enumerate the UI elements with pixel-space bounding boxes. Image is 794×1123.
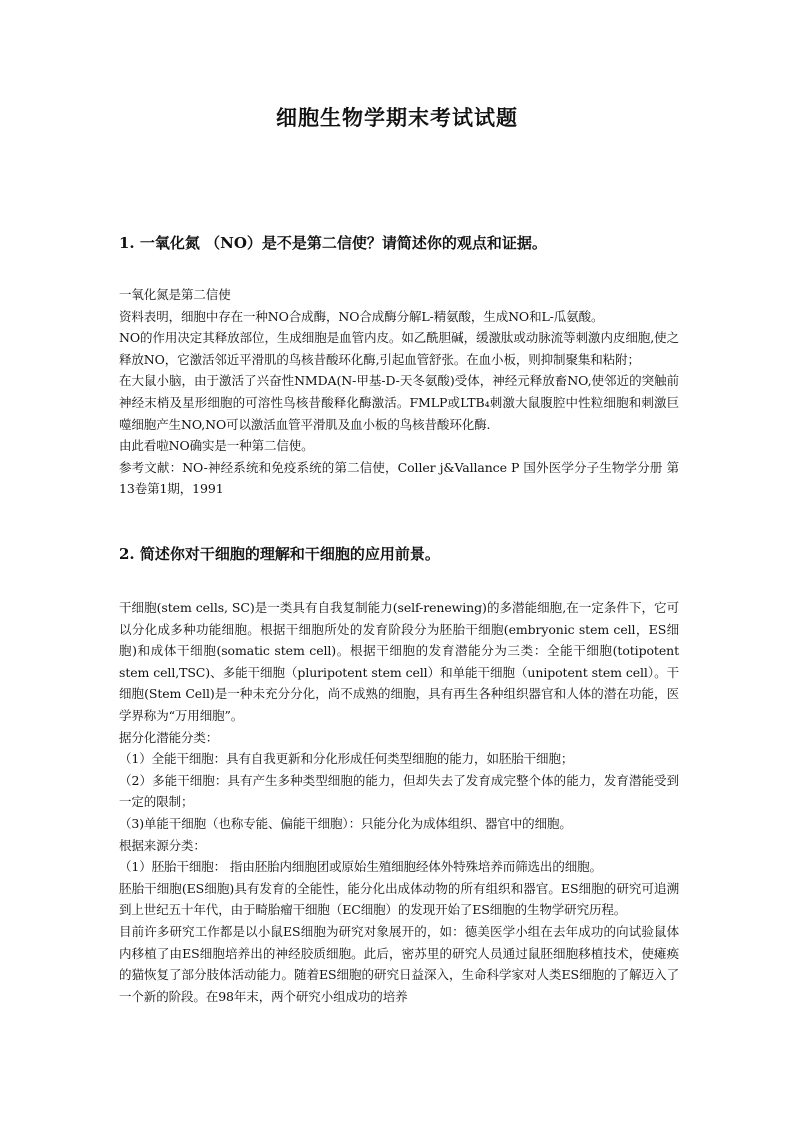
answer-paragraph: 在大鼠小脑，由于激活了兴奋性NMDA(N-甲基-D-天冬氨酸)受体，神经元释放畜NO,使邻近的突触前神经末梢及星形细胞的可溶性鸟核昔酸释化酶激活。FMLP或LTB₄刺激大鼠腹腔中性粒细胞和刺激巨噬细胞产生NO,NO可以激活血管平滑肌及血小板的鸟核昔酸环化酶.: [119, 373, 679, 432]
answer-paragraph: （1）胚胎干细胞： 指由胚胎内细胞团或原始生殖细胞经体外特殊培养而筛选出的细胞。: [119, 859, 602, 875]
reference-paragraph: 参考文献：NO-神经系统和免疫系统的第二信使，Coller j&Vallance P 国外医学分子生物学分册 第13卷第1期，1991: [119, 459, 679, 497]
answer-paragraph: 干细胞(stem cells, SC)是一类具有自我复制能力(self-renewing)的多潜能细胞,在一定条件下，它可以分化成多种功能细胞。根据干细胞所处的发育阶段分为胚胎干细胞(embryonic stem cell，ES细胞)和成体干细胞(somatic stem cell)。根据干细胞的发育潜能分为三类：全能干细胞(totipotent stem cell,TSC)、多能干细胞（pluripotent stem cell）和单能干细胞（unipotent stem cell）。干细胞(Stem Cell)是一种未充分分化，尚不成熟的细胞，具有再生各种组织器官和人体的潜在功能，医学界称为“万用细胞”。: [119, 600, 679, 723]
answer-paragraph: 资料表明，细胞中存在一种NO合成酶，NO合成酶分解L-精氨酸，生成NO和L-瓜氨酸。: [119, 308, 604, 324]
question-1-heading: 1. 一氧化氮 （NO）是不是第二信使？请简述你的观点和证据。: [119, 234, 547, 252]
answer-paragraph: 据分化潜能分类：: [119, 729, 219, 745]
answer-paragraph: 胚胎干细胞(ES细胞)具有发育的全能性，能分化出成体动物的所有组织和器官。ES细胞的研究可追溯到上世纪五十年代，由于畸胎瘤干细胞（EC细胞）的发现开始了ES细胞的生物学研究历程。: [119, 880, 679, 918]
question-2-answer: [119, 597, 679, 1007]
answer-paragraph: 目前许多研究工作都是以小鼠ES细胞为研究对象展开的，如：德美医学小组在去年成功的向试验鼠体内移植了由ES细胞培养出的神经胶质细胞。此后，密苏里的研究人员通过鼠胚细胞移植技术，使瘫痪的猫恢复了部分肢体活动能力。随着ES细胞的研究日益深入，生命科学家对人类ES细胞的了解迈入了一个新的阶段。在98年末，两个研究小组成功的培养: [119, 923, 679, 1004]
answer-paragraph: NO的作用决定其释放部位，生成细胞是血管内皮。如乙酰胆碱，缓激肽或动脉流等刺激内皮细胞,使之释放NO，它激活邻近平滑肌的鸟核昔酸环化酶,引起血管舒张。在血小板，则抑制聚集和粘附；: [119, 330, 679, 367]
answer-paragraph: （1）全能干细胞：具有自我更新和分化形成任何类型细胞的能力，如胚胎干细胞；: [119, 751, 574, 767]
answer-paragraph: 一氧化氮是第二信使: [119, 287, 231, 302]
answer-paragraph: 根据来源分类：: [119, 837, 206, 853]
answer-paragraph: （2）多能干细胞：具有产生多种类型细胞的能力，但却失去了发育成完整个体的能力，发育潜能受到 一定的限制；: [119, 772, 679, 810]
document-title: 细胞生物学期末考试试题: [276, 105, 518, 130]
answer-paragraph: （3)单能干细胞（也称专能、偏能干细胞）：只能分化为成体组织、器官中的细胞。: [119, 815, 572, 831]
question-2-heading: 2. 简述你对干细胞的理解和干细胞的应用前景。: [119, 545, 440, 563]
question-1-answer: [119, 284, 679, 500]
answer-paragraph: 由此看啦NO确实是一种第二信使。: [119, 438, 314, 454]
